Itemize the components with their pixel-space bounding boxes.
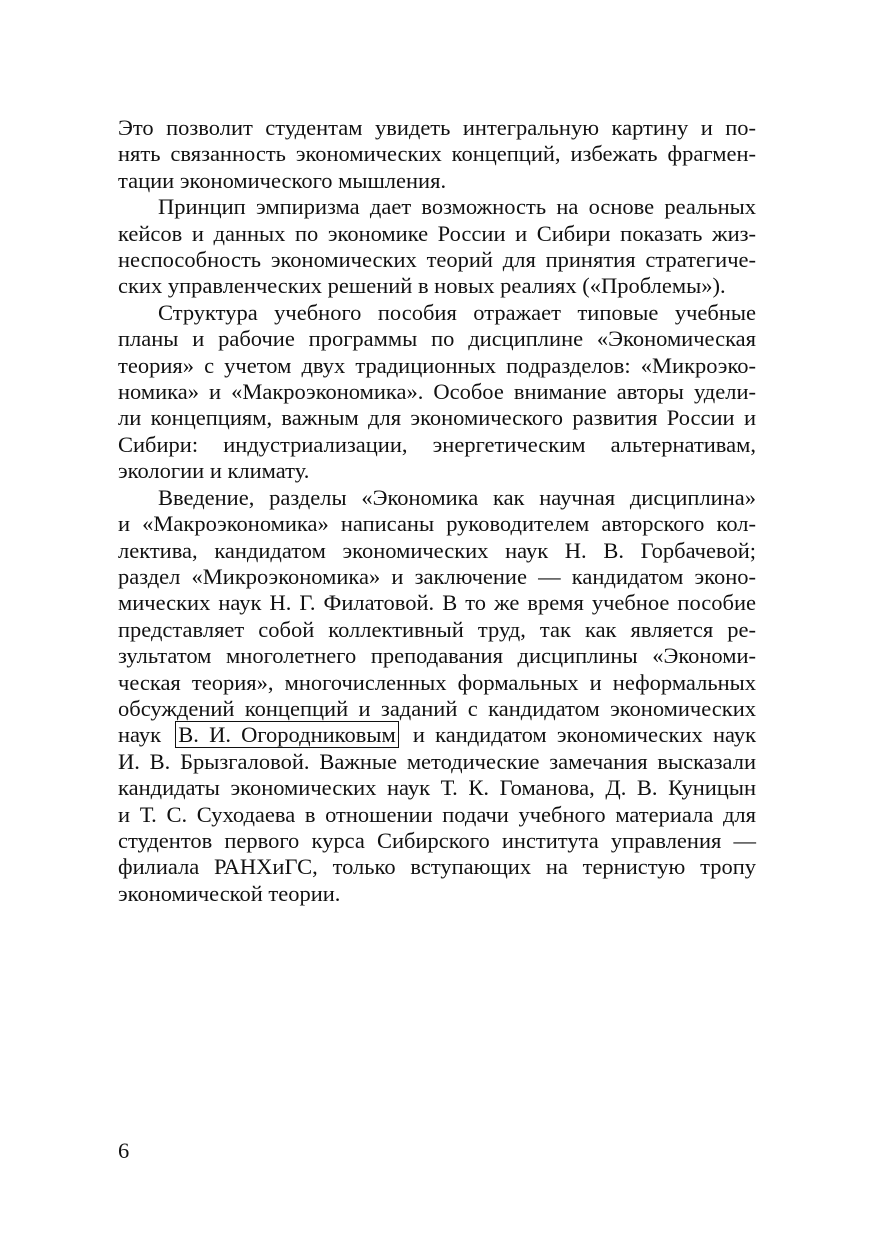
text-line: Введение, разделы «Экономика как научная дисциплина»: [158, 484, 756, 510]
boxed-name-highlight: В. И. Огородниковым: [175, 721, 398, 748]
text-line: кейсов и данных по экономике России и Сибири показать жиз-: [118, 220, 756, 246]
paragraph-1: [118, 115, 756, 194]
paragraph-4: [118, 485, 756, 908]
text-line: экономической теории.: [118, 880, 341, 906]
text-line: филиала РАНХиГС, только вступающих на тернистую тропу: [118, 854, 756, 880]
text-line: мических наук Н. Г. Филатовой. В то же время учебное пособие: [118, 590, 756, 616]
text-line: экологии и климату.: [118, 458, 310, 484]
text-fragment: наук: [118, 722, 162, 748]
text-line: представляет собой коллективный труд, так как является ре-: [118, 616, 756, 642]
text-line: ли концепциям, важным для экономического развития России и: [118, 405, 756, 431]
text-line: тации экономического мышления.: [118, 167, 447, 193]
text-line: Это позволит студентам увидеть интегральную картину и по-: [118, 115, 756, 140]
text-line-with-boxed-name: [118, 722, 756, 748]
body-text: [118, 115, 756, 907]
text-line: неспособность экономических теорий для принятия стратегиче-: [118, 247, 756, 273]
text-line: Структура учебного пособия отражает типовые учебные: [158, 299, 756, 325]
paragraph-3: [118, 300, 756, 485]
text-line: кандидаты экономических наук Т. К. Гоманова, Д. В. Куницын: [118, 775, 756, 801]
text-line: и Т. С. Суходаева в отношении подачи учебного материала для: [118, 801, 756, 827]
text-line: планы и рабочие программы по дисциплине «Экономическая: [118, 326, 756, 352]
text-line: ских управленческих решений в новых реалиях («Проблемы»).: [118, 273, 726, 299]
page-number: 6: [118, 1138, 130, 1163]
paragraph-2: [118, 194, 756, 300]
text-fragment: и кандидатом экономических наук: [412, 722, 757, 748]
text-line: раздел «Микроэкономика» и заключение — кандидатом эконо-: [118, 563, 756, 589]
text-line: Сибири: индустриализации, энергетическим альтернативам,: [118, 431, 756, 457]
text-line: И. В. Брызгаловой. Важные методические замечания высказали: [118, 748, 756, 774]
text-line: теория» с учетом двух традиционных подразделов: «Микроэко-: [118, 352, 756, 378]
text-line: номика» и «Макроэкономика». Особое внимание авторы удели-: [118, 379, 756, 405]
text-line: лектива, кандидатом экономических наук Н. В. Горбачевой;: [118, 537, 756, 563]
text-line: и «Макроэкономика» написаны руководителем авторского кол-: [118, 511, 756, 537]
text-line: ческая теория», многочисленных формальных и неформальных: [118, 669, 756, 695]
text-line: нять связанность экономических концепций, избежать фрагмен-: [118, 141, 756, 167]
text-line: студентов первого курса Сибирского института управления —: [118, 827, 756, 853]
text-line: обсуждений концепций и заданий с кандидатом экономических: [118, 695, 756, 721]
text-line: Принцип эмпиризма дает возможность на основе реальных: [158, 194, 756, 220]
text-line: зультатом многолетнего преподавания дисциплины «Экономи-: [118, 643, 756, 669]
